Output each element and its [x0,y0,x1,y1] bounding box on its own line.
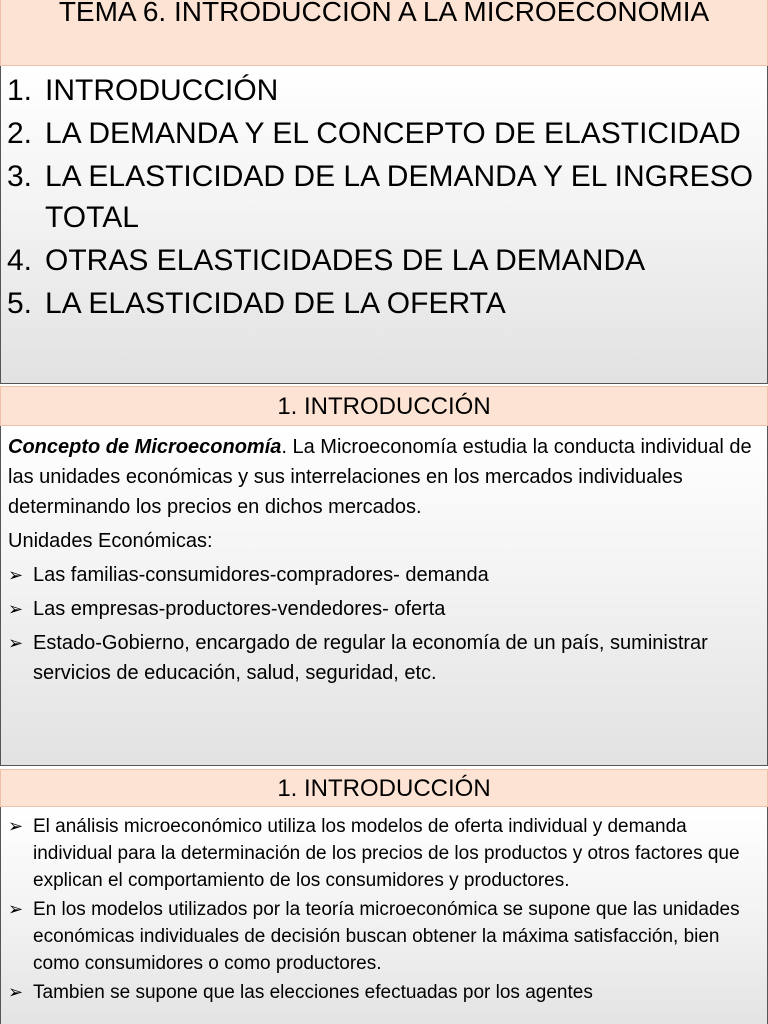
slide-body [0,426,768,766]
slide-body [0,807,768,1024]
slide-title: 1. INTRODUCCIÓN [0,386,768,426]
bullet-item: ➢ Las familias-consumidores-compradores- demanda [8,560,760,590]
bullet-item: ➢ Tambien se supone que las elecciones efectuadas por los agentes [8,979,760,1006]
slide-introduccion-1 [0,386,768,768]
units-heading: Unidades Económicas: [8,530,213,552]
toc-item: 3. LA ELASTICIDAD DE LA DEMANDA Y EL INGRESO TOTAL [7,160,754,234]
concept-term: Concepto de Microeconomía [8,436,282,458]
arrow-bullet-icon: ➢ [8,599,24,619]
toc-list [7,70,761,324]
arrow-bullet-icon: ➢ [8,565,24,585]
arrow-bullet-icon: ➢ [8,982,24,1002]
slide-table-of-contents [0,0,768,384]
arrow-bullet-icon: ➢ [8,633,24,653]
arrow-bullet-icon: ➢ [8,899,24,919]
bullet-item: ➢ Las empresas-productores-vendedores- oferta [8,594,760,624]
toc-item: 2. LA DEMANDA Y EL CONCEPTO DE ELASTICIDAD [7,117,741,150]
bullet-item: ➢ Estado-Gobierno, encargado de regular la economía de un país, suministrar servicios de educación, salud, seguridad, etc. [8,628,760,688]
bullet-item: ➢ El análisis microeconómico utiliza los modelos de oferta individual y demanda individual para la determinación de los precios de los productos y otros factores que explican el comportamiento de los consumidores y productores. [8,813,760,894]
slide-body [0,66,768,384]
concept-paragraph [8,432,760,522]
slide-title: TEMA 6. INTRODUCCION A LA MICROECONOMIA [0,0,768,66]
arrow-bullet-icon: ➢ [8,816,24,836]
concept-text: . La Microeconomía estudia la conducta individual de las unidades económicas y sus interrelaciones en los mercados individuales determinando los precios en dichos mercados. [8,436,752,518]
slide-introduccion-2 [0,769,768,1024]
toc-item: 5. LA ELASTICIDAD DE LA OFERTA [7,287,506,320]
slide-title: 1. INTRODUCCIÓN [0,769,768,807]
toc-item: 1. INTRODUCCIÓN [7,74,279,107]
bullet-item: ➢ En los modelos utilizados por la teoría microeconómica se supone que las unidades económicas individuales de decisión buscan obtener la máxima satisfacción, bien como consumidores o como productores. [8,896,760,977]
toc-item: 4. OTRAS ELASTICIDADES DE LA DEMANDA [7,244,646,277]
